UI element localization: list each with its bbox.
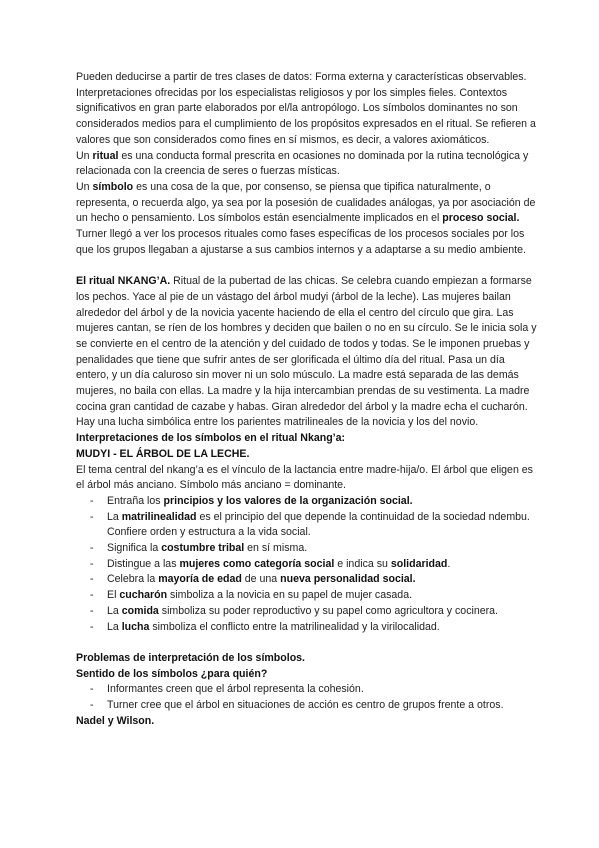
interpretaciones-heading: Interpretaciones de los símbolos en el ritual Nkang’a: bbox=[76, 432, 346, 445]
mudyi-list bbox=[76, 494, 539, 635]
dash-bullet: - bbox=[90, 589, 94, 602]
list-item: - Distingue a las mujeres como categoría social e indica su solidaridad. bbox=[76, 557, 539, 573]
ritual-definition: Un ritual es una conducta formal prescrita en ocasiones no dominada por la rutina tecnológica y relacionada con la creencia de seres o fuerzas místicas. bbox=[76, 149, 529, 178]
ritual-term: ritual bbox=[92, 149, 119, 162]
problemas-heading: Problemas de interpretación de los símbolos. bbox=[76, 651, 306, 664]
mudyi-paragraph: El tema central del nkang’a es el vínculo de la lactancia entre madre-hija/o. El árbol que eligen es el árbol más anciano. Símbolo más anciano = dominante. bbox=[76, 463, 533, 492]
list-item: - La comida simboliza su poder reproductivo y su papel como agricultora y cocinera. bbox=[76, 604, 539, 620]
dash-bullet: - bbox=[90, 620, 94, 633]
dash-bullet: - bbox=[90, 699, 94, 712]
dash-bullet: - bbox=[90, 683, 94, 696]
intro-paragraph bbox=[76, 70, 539, 149]
dash-bullet: - bbox=[90, 604, 94, 617]
list-item: - Entraña los principios y los valores de la organización social. bbox=[76, 494, 539, 510]
simbolo-term: símbolo bbox=[92, 180, 134, 193]
sentido-heading: Sentido de los símbolos ¿para quién? bbox=[76, 667, 268, 680]
list-item: - Informantes creen que el árbol representa la cohesión. bbox=[76, 682, 539, 698]
spacer bbox=[76, 635, 539, 651]
list-item: - La lucha simboliza el conflicto entre la matrilinealidad y la virilocalidad. bbox=[76, 620, 539, 636]
closing-heading: Nadel y Wilson. bbox=[76, 714, 155, 727]
list-item: - La matrilinealidad es el principio del que depende la continuidad de la sociedad ndembu. Confiere orden y estructura a la vida social. bbox=[90, 510, 530, 539]
problemas-list bbox=[76, 682, 539, 713]
list-item: - Significa la costumbre tribal en sí misma. bbox=[76, 541, 539, 557]
nkanga-title: El ritual NKANG’A. bbox=[76, 275, 171, 288]
dash-bullet: - bbox=[90, 494, 94, 507]
proceso-social-term: proceso social. bbox=[442, 212, 520, 225]
nkanga-paragraph: El ritual NKANG’A. Ritual de la pubertad de las chicas. Se celebra cuando empiezan a formarse los pechos. Yace al pie de un vástago del árbol mudyi (árbol de la leche). Las mujeres bailan alrededor del árbol y de la novicia yacente haciendo de ella el centro del círculo que gira. Las mujeres cantan, se ríen de los hombres y deciden que bailen o no en su círculo. Se le inicia sola y se convierte en el centro de la atención y del cuidado de todos y todas. Se le imponen pruebas y penalidades que tiene que sufrir antes de ser glorificada el último día del ritual. Pasa un día entero, y un día caluroso sin mover ni un solo músculo. La madre está separada de las demás mujeres, no baila con ellas. La madre y la hija intercambian prendas de su vestimenta. La madre cocina gran cantidad de cazabe y habas. Giran alrededor del árbol y la madre echa el cucharón. Hay una lucha simbólica entre los parientes matrilineales de la novicia y los del novio. bbox=[76, 275, 537, 429]
dash-bullet: - bbox=[90, 573, 94, 586]
list-item: - El cucharón simboliza a la novicia en su papel de mujer casada. bbox=[76, 588, 539, 604]
simbolo-definition: Un símbolo es una cosa de la que, por consenso, se piensa que tipifica naturalmente, o representa, o recuerda algo, ya sea por la posesión de cualidades análogas, ya por asociación de un hecho o pensamiento. Los símbolos están esencialmente implicados en el proceso social. Turner llegó a ver los procesos rituales como fases específicas de los procesos sociales por los que los grupos llegaban a ajustarse a sus cambios internos y a adaptarse a su medio ambiente. bbox=[76, 180, 536, 256]
dash-bullet: - bbox=[90, 510, 94, 523]
list-item: - Turner cree que el árbol en situaciones de acción es centro de grupos frente a otros. bbox=[76, 698, 539, 714]
list-item: - Celebra la mayoría de edad de una nueva personalidad social. bbox=[76, 572, 539, 588]
dash-bullet: - bbox=[90, 557, 94, 570]
mudyi-heading: MUDYI - EL ÁRBOL DE LA LECHE. bbox=[76, 447, 250, 460]
dash-bullet: - bbox=[90, 542, 94, 555]
intro-text: Pueden deducirse a partir de tres clases de datos: Forma externa y características observables. Interpretaciones ofrecidas por los especialistas religiosos y por los simples fieles. Contextos significativos en gran parte elaborados por el/la antropólogo. Los símbolos dominantes no son considerados medios para el cumplimiento de los propósitos expresados en el ritual. Se refieren a valores que son considerados como fines en sí mismos, es decir, a valores axiomáticos. bbox=[76, 71, 536, 146]
spacer bbox=[76, 258, 539, 274]
